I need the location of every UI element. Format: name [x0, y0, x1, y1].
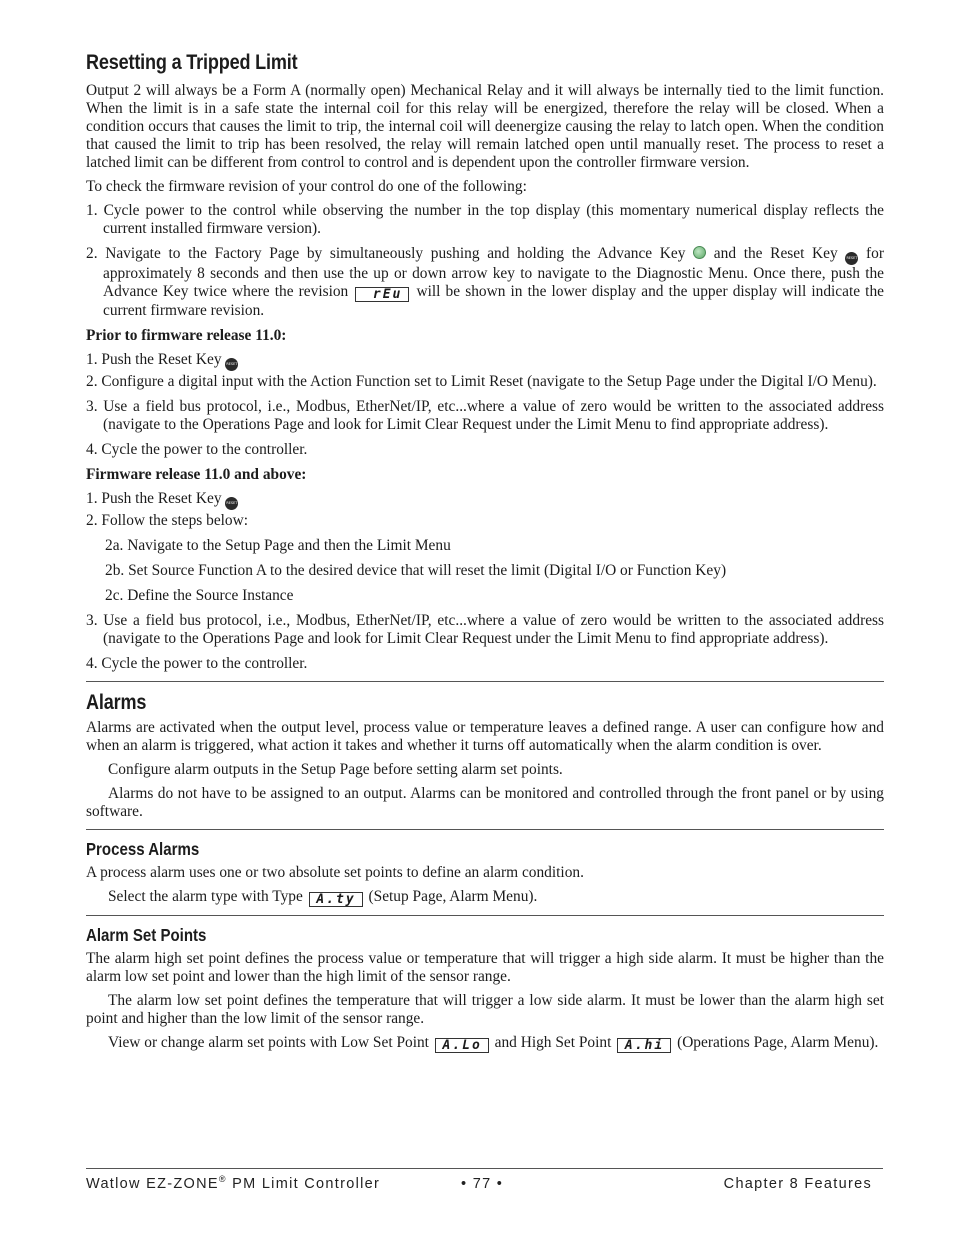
set-points-p3-text-b: and High Set Point — [490, 1034, 616, 1051]
advance-key-icon — [693, 246, 706, 259]
check-steps — [86, 202, 884, 320]
alarms-p2: Configure alarm outputs in the Setup Page before setting alarm set points. — [108, 761, 563, 778]
section-title-resetting: Resetting a Tripped Limit — [86, 51, 298, 74]
prior-step-1-text: 1. Push the Reset Key — [86, 351, 226, 368]
check-step-2-text-d: will be shown in the lower display and the upper display will indicate the current firmware revision. — [103, 283, 884, 319]
check-intro: To check the firmware revision of your control do one of the following: — [86, 178, 527, 195]
prior-step-3: 3. Use a field bus protocol, i.e., Modbus, EtherNet/IP, etc...where a value of zero would be written to the associated address (navigate to the Operations Page and look for Limit Clear Request under the Limit Menu to find appropriate address). — [86, 398, 884, 433]
process-alarms-p2 — [86, 888, 884, 907]
process-alarms-p2-text-a: Select the alarm type with Type — [108, 888, 307, 905]
process-alarms-p2-text-b: (Setup Page, Alarm Menu). — [364, 888, 538, 905]
revision-display-code: rEu — [355, 287, 409, 302]
after-step-2a: 2a. Navigate to the Setup Page and then the Limit Menu — [105, 537, 451, 554]
tripped-intro: Output 2 will always be a Form A (normally open) Mechanical Relay and it will always be internally tied to the limit function. When the limit is in a safe state the internal coil for this relay will be energized, therefore the relay will be closed. When a condition occurs that causes the limit to trip, the internal coil will deenergize causing the relay to latch open. When the condition that caused the limit to trip has been resolved, the relay will remain latched open until manually reset. The process to reset a latched limit can be different from control to control and is dependent upon the controller firmware version. — [86, 82, 884, 171]
check-step-2 — [86, 245, 884, 320]
footer-product-tail: PM Limit Controller — [226, 1176, 381, 1192]
after-steps-cont — [86, 612, 884, 673]
prior-step-2: 2. Configure a digital input with the Action Function set to Limit Reset (navigate to the Setup Page under the Digital I/O Menu). — [86, 373, 877, 390]
section-title-alarm-set-points: Alarm Set Points — [86, 925, 207, 945]
after-step-3: 3. Use a field bus protocol, i.e., Modbus, EtherNet/IP, etc...where a value of zero would be written to the associated address (navigate to the Operations Page and look for Limit Clear Request under the Limit Menu to find appropriate address). — [86, 612, 884, 647]
after-step-2: 2. Follow the steps below: — [86, 512, 249, 529]
set-points-p3 — [86, 1034, 884, 1053]
check-step-2-text-a: 2. Navigate to the Factory Page by simultaneously pushing and holding the Advance Key — [86, 245, 694, 262]
prior-steps — [86, 351, 884, 459]
check-step-2-text-b: and the Reset Key — [706, 245, 846, 262]
section-divider — [86, 829, 884, 830]
set-points-p2: The alarm low set point defines the temperature that will trigger a low side alarm. It must be lower than the alarm high set point and higher than the low limit of the sensor range. — [86, 992, 884, 1027]
footer-product-name: Watlow EZ-ZONE — [86, 1176, 219, 1192]
prior-step-4: 4. Cycle the power to the controller. — [86, 441, 308, 458]
section-title-alarms: Alarms — [86, 691, 147, 714]
section-title-process-alarms: Process Alarms — [86, 839, 200, 859]
after-heading: Firmware release 11.0 and above: — [86, 466, 307, 483]
registered-mark: ® — [218, 1174, 227, 1184]
reset-key-icon: RESET — [845, 252, 858, 265]
section-divider — [86, 681, 884, 682]
after-step-2c: 2c. Define the Source Instance — [105, 587, 294, 604]
prior-step-1 — [86, 351, 884, 371]
set-points-p1: The alarm high set point defines the process value or temperature that will trigger a high side alarm. It must be higher than the alarm low set point and lower than the high limit of the sensor range. — [86, 950, 884, 985]
footer-product — [86, 1176, 380, 1192]
footer-rule — [86, 1168, 883, 1169]
check-step-1: 1. Cycle power to the control while observing the number in the top display (this momentary numerical display reflects the current installed firmware version). — [86, 202, 884, 237]
low-set-point-display-code: A.Lo — [435, 1038, 489, 1053]
after-step-2b: 2b. Set Source Function A to the desired device that will reset the limit (Digital I/O or Function Key) — [105, 562, 727, 579]
section-divider — [86, 915, 884, 916]
reset-key-icon: RESET — [225, 497, 238, 510]
check-step-2-text-c: for approximately 8 seconds and then use the up or down arrow key to navigate to the Diagnostic Menu. Once there, push the Advance Key twice where the revision — [103, 245, 884, 300]
page-content — [86, 50, 884, 1059]
reset-key-icon: RESET — [225, 358, 238, 371]
after-substeps — [86, 537, 884, 605]
after-step-4: 4. Cycle the power to the controller. — [86, 655, 308, 672]
footer-page-number: • 77 • — [461, 1176, 504, 1192]
footer-chapter: Chapter 8 Features — [723, 1176, 872, 1192]
process-alarms-p1: A process alarm uses one or two absolute set points to define an alarm condition. — [86, 864, 584, 881]
after-step-1 — [86, 490, 884, 510]
after-step-1-text: 1. Push the Reset Key — [86, 490, 226, 507]
alarm-type-display-code: A.ty — [309, 892, 363, 907]
set-points-p3-text-a: View or change alarm set points with Low Set Point — [108, 1034, 433, 1051]
alarms-p3: Alarms do not have to be assigned to an output. Alarms can be monitored and controlled through the front panel or by using software. — [86, 785, 884, 820]
set-points-p3-text-c: (Operations Page, Alarm Menu). — [673, 1034, 879, 1051]
prior-heading: Prior to firmware release 11.0: — [86, 327, 287, 344]
high-set-point-display-code: A.hi — [617, 1038, 671, 1053]
after-steps — [86, 490, 884, 530]
alarms-p1: Alarms are activated when the output level, process value or temperature leaves a defined range. A user can configure how and when an alarm is triggered, what action it takes and whether it turns off automatically when the alarm condition is over. — [86, 719, 884, 754]
